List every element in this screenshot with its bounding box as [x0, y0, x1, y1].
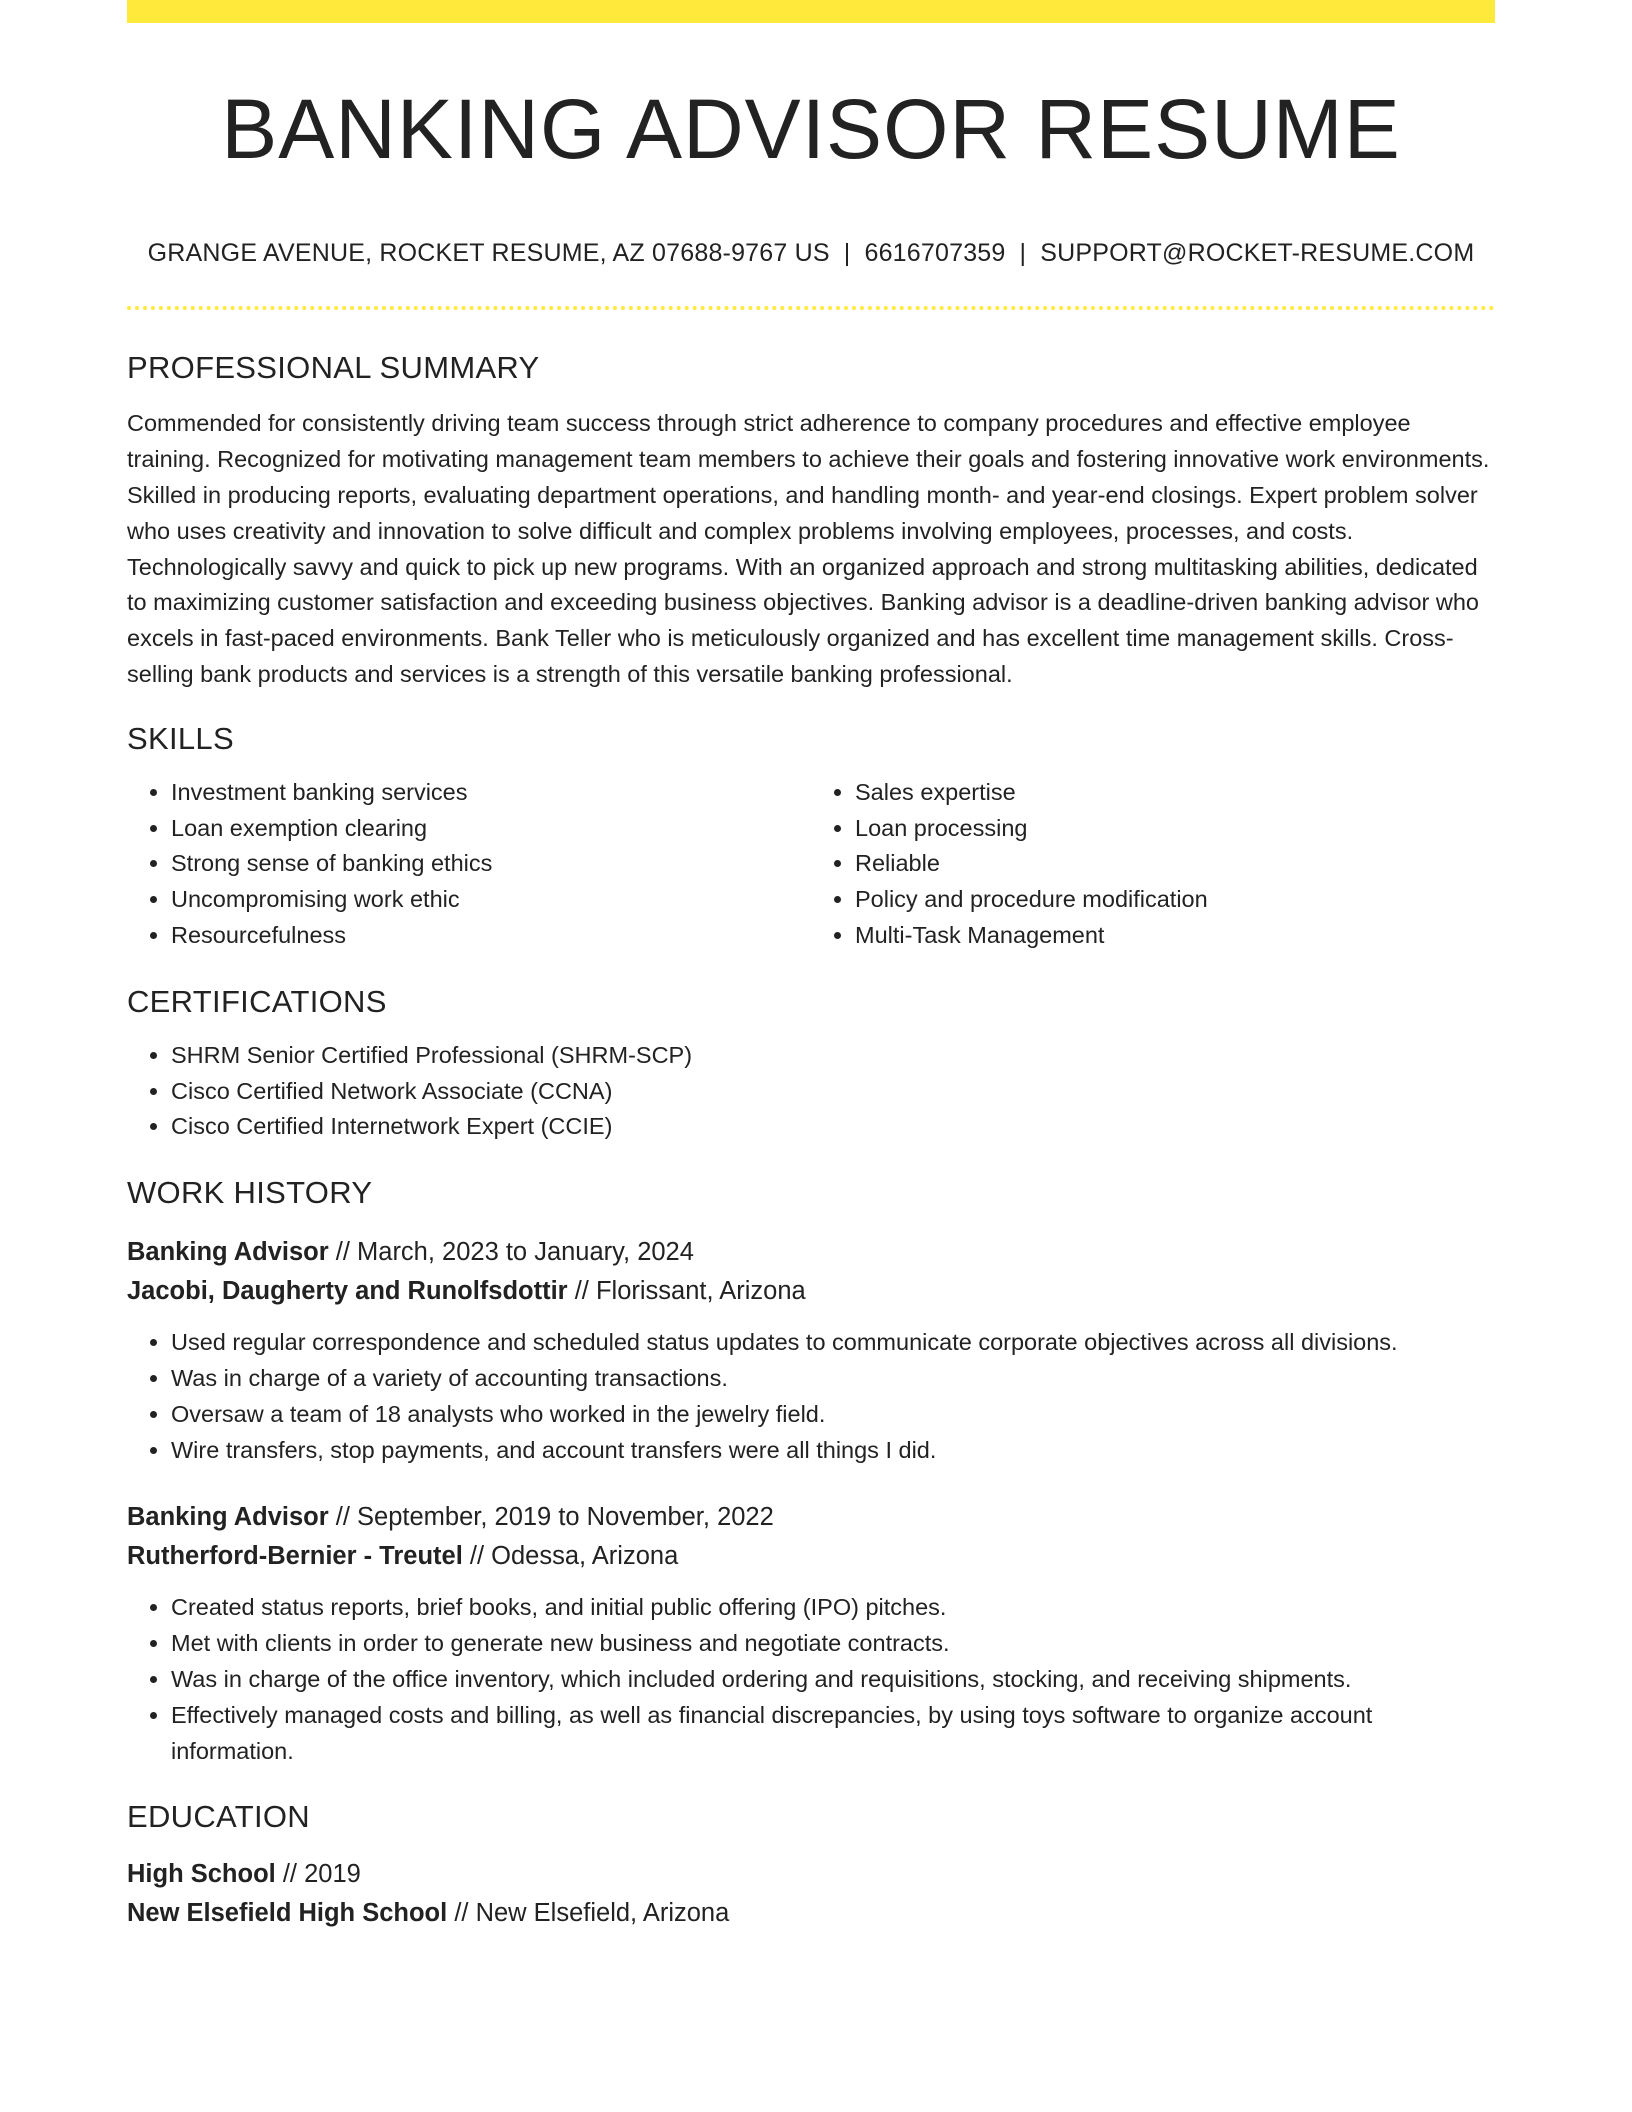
job-duty: • Created status reports, brief books, and initial public offering (IPO) pitches.: [171, 1590, 1495, 1626]
skills-right-list: [811, 775, 1495, 954]
job-role: Banking Advisor: [127, 1238, 329, 1267]
job-company-line: [127, 1272, 1495, 1311]
job-role-line: [127, 1498, 1495, 1537]
skills-left-list: [127, 775, 811, 954]
contact-address: GRANGE AVENUE, ROCKET RESUME, AZ 07688-9767 US: [147, 239, 830, 268]
job-location: Florissant, Arizona: [595, 1277, 806, 1306]
contact-separator: |: [1019, 239, 1027, 268]
skill-item: • Policy and procedure modification: [855, 882, 1495, 918]
work-history-heading: WORK HISTORY: [127, 1175, 373, 1211]
skill-item: • Loan exemption clearing: [171, 811, 811, 847]
job-location: Odessa, Arizona: [491, 1542, 679, 1571]
skill-item: • Sales expertise: [855, 775, 1495, 811]
certifications-list: [127, 1038, 1495, 1145]
job-company: Jacobi, Daugherty and Runolfsdottir: [127, 1277, 568, 1306]
job-role: Banking Advisor: [127, 1503, 329, 1532]
job-dates: September, 2019 to November, 2022: [357, 1503, 774, 1532]
job-duty: • Used regular correspondence and scheduled status updates to communicate corporate objectives across all divisions.: [171, 1325, 1495, 1361]
skill-item: • Strong sense of banking ethics: [171, 846, 811, 882]
job-company: Rutherford-Bernier - Treutel: [127, 1542, 463, 1571]
education-location: New Elsefield, Arizona: [475, 1899, 730, 1928]
summary-text: Commended for consistently driving team success through strict adherence to company procedures and effective employee training. Recognized for motivating management team members to achieve their goals and fostering innovative work environments. Skilled in producing reports, evaluating department operations, and handling month- and year-end closings. Expert problem solver who uses creativity and innovation to solve difficult and complex problems involving employees, processes, and costs. Technologically savvy and quick to pick up new programs. With an organized approach and strong multitasking abilities, dedicated to maximizing customer satisfaction and exceeding business objectives. Banking advisor is a deadline-driven banking advisor who excels in fast-paced environments. Bank Teller who is meticulously organized and has excellent time management skills. Cross-selling bank products and services is a strength of this versatile banking professional.: [127, 410, 1490, 687]
dotted-divider: [127, 306, 1495, 310]
job-dates: March, 2023 to January, 2024: [357, 1238, 694, 1267]
contact-email: SUPPORT@ROCKET-RESUME.COM: [1040, 239, 1475, 268]
job-duty: • Was in charge of a variety of accounting transactions.: [171, 1361, 1495, 1397]
contact-line: [127, 239, 1495, 268]
job-duties-list: [127, 1590, 1495, 1769]
job-entry: [127, 1498, 1495, 1769]
job-duty: • Wire transfers, stop payments, and account transfers were all things I did.: [171, 1433, 1495, 1469]
job-duty: • Met with clients in order to generate new business and negotiate contracts.: [171, 1626, 1495, 1662]
contact-separator: |: [843, 239, 851, 268]
skill-item: • Uncompromising work ethic: [171, 882, 811, 918]
skill-item: • Investment banking services: [171, 775, 811, 811]
job-slash: //: [567, 1277, 596, 1306]
job-duty: • Was in charge of the office inventory, which included ordering and requisitions, stocking, and receiving shipments.: [171, 1662, 1495, 1698]
skills-heading: SKILLS: [127, 720, 234, 756]
education-degree: High School: [127, 1860, 276, 1889]
certification-item: • Cisco Certified Internetwork Expert (CCIE): [171, 1109, 1495, 1145]
education-year: 2019: [304, 1860, 361, 1889]
skill-item: • Loan processing: [855, 811, 1495, 847]
contact-phone: 6616707359: [864, 239, 1006, 268]
certifications-heading: CERTIFICATIONS: [127, 983, 387, 1019]
resume-page: [127, 0, 1495, 1933]
education-degree-line: [127, 1855, 1495, 1894]
education-school-line: [127, 1894, 1495, 1933]
job-duties-list: [127, 1325, 1495, 1468]
job-slash: //: [462, 1542, 492, 1571]
job-role-line: [127, 1233, 1495, 1272]
education-school: New Elsefield High School: [127, 1899, 448, 1928]
job-entry: [127, 1233, 1495, 1468]
education-slash: //: [275, 1860, 305, 1889]
job-slash: //: [328, 1238, 358, 1267]
summary-heading: PROFESSIONAL SUMMARY: [127, 350, 540, 386]
job-slash: //: [328, 1503, 358, 1532]
top-accent-bar: [127, 0, 1495, 23]
certification-item: • Cisco Certified Network Associate (CCNA): [171, 1074, 1495, 1110]
education-slash: //: [447, 1899, 476, 1928]
job-duty: • Oversaw a team of 18 analysts who worked in the jewelry field.: [171, 1397, 1495, 1433]
resume-title: BANKING ADVISOR RESUME: [221, 82, 1401, 176]
skill-item: • Reliable: [855, 846, 1495, 882]
skill-item: • Resourcefulness: [171, 918, 811, 954]
skill-item: • Multi-Task Management: [855, 918, 1495, 954]
job-company-line: [127, 1537, 1495, 1576]
job-duty: • Effectively managed costs and billing, as well as financial discrepancies, by using toys software to organize account information.: [171, 1698, 1495, 1770]
skills-columns: [127, 775, 1495, 954]
certification-item: • SHRM Senior Certified Professional (SHRM-SCP): [171, 1038, 1495, 1074]
education-heading: EDUCATION: [127, 1799, 310, 1835]
